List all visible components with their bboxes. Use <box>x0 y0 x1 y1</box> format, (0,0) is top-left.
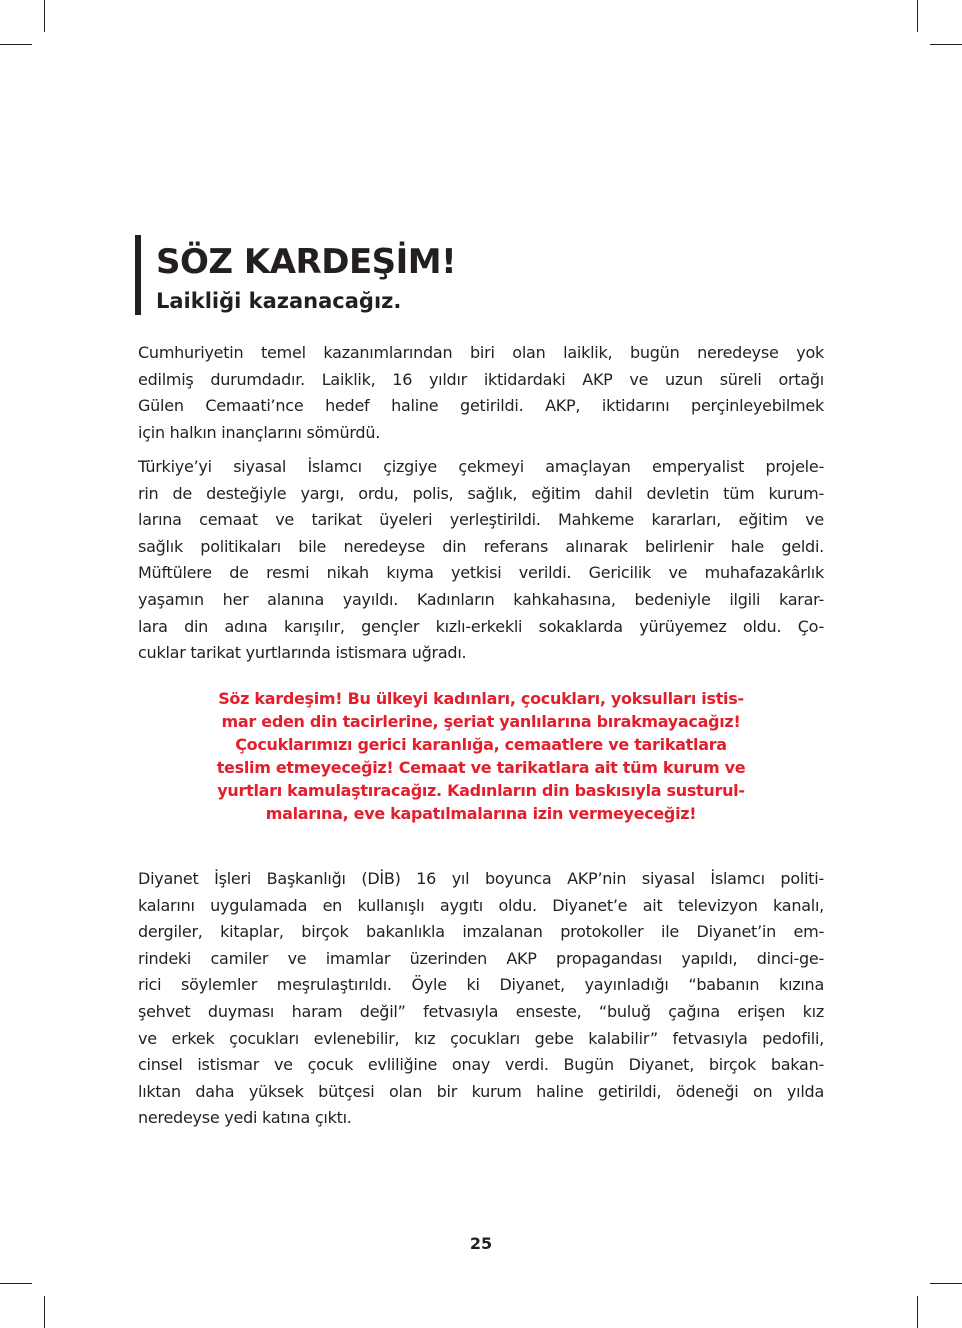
quote-line: Çocuklarımızı gerici karanlığa, cemaatlere ve tarikatlara <box>235 735 727 754</box>
text-line: sağlık politikaları bile neredeyse din referans alınarak belirlenir hale geldi. <box>138 536 824 556</box>
paragraph-3 <box>138 866 824 1132</box>
text-line: ve erkek çocukları evlenebilir, kız çocukları gebe kalabilir” fetvasıyla pedofili, <box>138 1028 824 1048</box>
crop-mark <box>44 1296 45 1328</box>
text-line: cinsel istismar ve çocuk evliliğine onay verdi. Bugün Diyanet, birçok bakan- <box>138 1055 824 1075</box>
text-line: yaşamın her alanına yayıldı. Kadınların kahkahasına, bedeniyle ilgili karar- <box>138 589 824 609</box>
text-line: edilmiş durumdadır. Laiklik, 16 yıldır iktidardaki AKP ve uzun süreli ortağı <box>138 369 824 389</box>
crop-mark <box>0 44 32 45</box>
text-line: rindeki camiler ve imamlar üzerinden AKP propagandası yapıldı, dinci-ge- <box>138 948 824 968</box>
text-line: neredeyse yedi katına çıktı. <box>138 1108 352 1128</box>
crop-mark <box>917 1296 918 1328</box>
text-line: rin de desteğiyle yargı, ordu, polis, sağlık, eğitim dahil devletin tüm kurum- <box>138 483 824 503</box>
text-line: cuklar tarikat yurtlarında istismara uğradı. <box>138 643 467 663</box>
text-line: Müftülere de resmi nikah kıyma yetkisi verildi. Gericilik ve muhafazakârlık <box>138 563 824 583</box>
quote-line: Söz kardeşim! Bu ülkeyi kadınları, çocukları, yoksulları istis- <box>218 689 744 708</box>
text-line: Gülen Cemaati’nce hedef haline getirildi. AKP, iktidarını perçinleyebilmek <box>138 396 824 416</box>
page-subtitle: Laikliği kazanacağız. <box>156 289 402 313</box>
page-title: SÖZ KARDEŞİM! <box>156 242 457 282</box>
text-line: lara din adına karışılır, gençler kızlı-erkekli sokaklarda yürüyemez oldu. Ço- <box>138 616 824 636</box>
highlight-quote <box>160 687 802 825</box>
crop-mark <box>930 44 962 45</box>
quote-line: teslim etmeyeceğiz! Cemaat ve tarikatlara ait tüm kurum ve <box>216 758 746 777</box>
text-line: kalarını uygulamada en kullanışlı aygıtı oldu. Diyanet’e ait televizyon kanalı, <box>138 895 824 915</box>
text-line: larına cemaat ve tarikat üyeleri yerleştirildi. Mahkeme kararları, eğitim ve <box>138 510 824 530</box>
text-line: dergiler, kitaplar, birçok bakanlıkla imzalanan protokoller ile Diyanet’in em- <box>138 922 824 942</box>
text-line: rici söylemler meşrulaştırıldı. Öyle ki Diyanet, yayınladığı “babanın kızına <box>138 975 824 995</box>
quote-line: malarına, eve kapatılmalarına izin vermeyeceğiz! <box>265 804 697 823</box>
quote-line: yurtları kamulaştıracağız. Kadınların din baskısıyla susturul- <box>217 781 745 800</box>
crop-mark <box>917 0 918 32</box>
text-line: şehvet duyması haram değil” fetvasıyla enseste, “buluğ çağına erişen kız <box>138 1001 824 1021</box>
text-line: Diyanet İşleri Başkanlığı (DİB) 16 yıl boyunca AKP’nin siyasal İslamcı politi- <box>138 869 824 888</box>
text-line: Cumhuriyetin temel kazanımlarından biri olan laiklik, bugün neredeyse yok <box>138 343 824 362</box>
text-line: Türkiye’yi siyasal İslamcı çizgiye çekmeyi amaçlayan emperyalist projele- <box>138 457 824 476</box>
crop-mark <box>0 1283 32 1284</box>
paragraph-1 <box>138 340 824 446</box>
text-line: için halkın inançlarını sömürdü. <box>138 422 381 442</box>
page-number: 25 <box>469 1234 493 1253</box>
crop-mark <box>930 1283 962 1284</box>
quote-line: mar eden din tacirlerine, şeriat yanlılarına bırakmayacağız! <box>221 712 741 731</box>
heading-accent-bar <box>135 235 141 315</box>
text-line: lıktan daha yüksek bütçesi olan bir kurum haline getirildi, ödeneği on yılda <box>138 1081 824 1101</box>
paragraph-2 <box>138 454 824 667</box>
crop-mark <box>44 0 45 32</box>
